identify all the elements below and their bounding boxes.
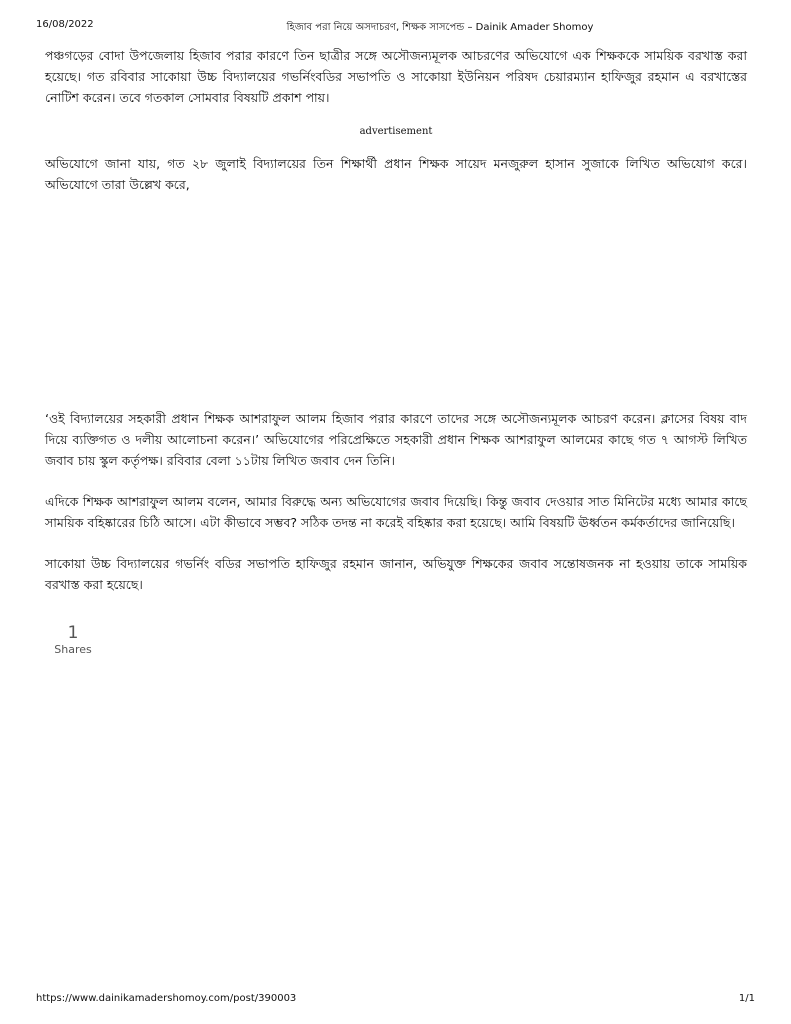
article-body xyxy=(45,45,747,595)
article-paragraph-1: পঞ্চগড়ের বোদা উপজেলায় হিজাব পরার কারণে তিন ছাত্রীর সঙ্গে অসৌজন্যমূলক আচরণের অভিযোগে এক শিক্ষককে সাময়িক বরখাস্ত করা হয়েছে। গত রবিবার সাকোয়া উচ্চ বিদ্যালয়ের গভর্নিংবডির সভাপতি ও সাকোয়া ইউনিয়ন পরিষদ চেয়ারম্যান হাফিজুর রহমান এ বরখাস্তের নোটিশ করেন। তবে গতকাল সোমবার বিষয়টি প্রকাশ পায়। xyxy=(45,48,747,105)
article-paragraph-4: এদিকে শিক্ষক আশরাফুল আলম বলেন, আমার বিরুদ্ধে অন্য অভিযোগের জবাব দিয়েছি। কিন্তু জবাব দেওয়ার সাত মিনিটের মধ্যে আমার কাছে সাময়িক বহিষ্কারের চিঠি আসে। এটা কীভাবে সম্ভব? সঠিক তদন্ত না করেই বহিষ্কার করা হয়েছে। আমি বিষয়টি ঊর্ধ্বতন কর্মকর্তাদের জানিয়েছি। xyxy=(45,494,747,530)
advertisement-label: advertisement xyxy=(359,126,433,137)
share-counter[interactable] xyxy=(52,624,94,657)
print-date: 16/08/2022 xyxy=(36,19,94,30)
print-url: https://www.dainikamadershomoy.com/post/390003 xyxy=(36,993,297,1004)
article-paragraph-2: অভিযোগে জানা যায়, গত ২৮ জুলাই বিদ্যালয়ের তিন শিক্ষার্থী প্রধান শিক্ষক সায়েদ মনজুরুল হাসান সুজাকে লিখিত অভিযোগ করে। অভিযোগে তারা উল্লেখ করে, xyxy=(45,156,747,192)
print-page-number: 1/1 xyxy=(738,993,755,1004)
blank-ad-space xyxy=(45,195,747,408)
article-paragraph-3: ‘ওই বিদ্যালয়ের সহকারী প্রধান শিক্ষক আশরাফুল আলম হিজাব পরার কারণে তাদের সঙ্গে অসৌজন্যমূলক আচরণ করেন। ক্লাসের বিষয় বাদ দিয়ে ব্যক্তিগত ও দলীয় আলোচনা করেন।’ অভিযোগের পরিপ্রেক্ষিতে সহকারী প্রধান শিক্ষক আশরাফুল আলমের কাছে গত ৭ আগস্ট লিখিত জবাব চায় স্কুল কর্তৃপক্ষ। রবিবার বেলা ১১টায় লিখিত জবাব দেন তিনি। xyxy=(45,411,747,468)
article-paragraph-5: সাকোয়া উচ্চ বিদ্যালয়ের গভর্নিং বডির সভাপতি হাফিজুর রহমান জানান, অভিযুক্ত শিক্ষকের জবাব সন্তোষজনক না হওয়ায় তাকে সাময়িক বরখাস্ত করা হয়েছে। xyxy=(45,556,747,592)
share-count: 1 xyxy=(67,623,79,643)
share-label: Shares xyxy=(54,643,92,656)
print-page-title: হিজাব পরা নিয়ে অসদাচরণ, শিক্ষক সাসপেন্ড – Dainik Amader Shomoy xyxy=(286,22,594,33)
